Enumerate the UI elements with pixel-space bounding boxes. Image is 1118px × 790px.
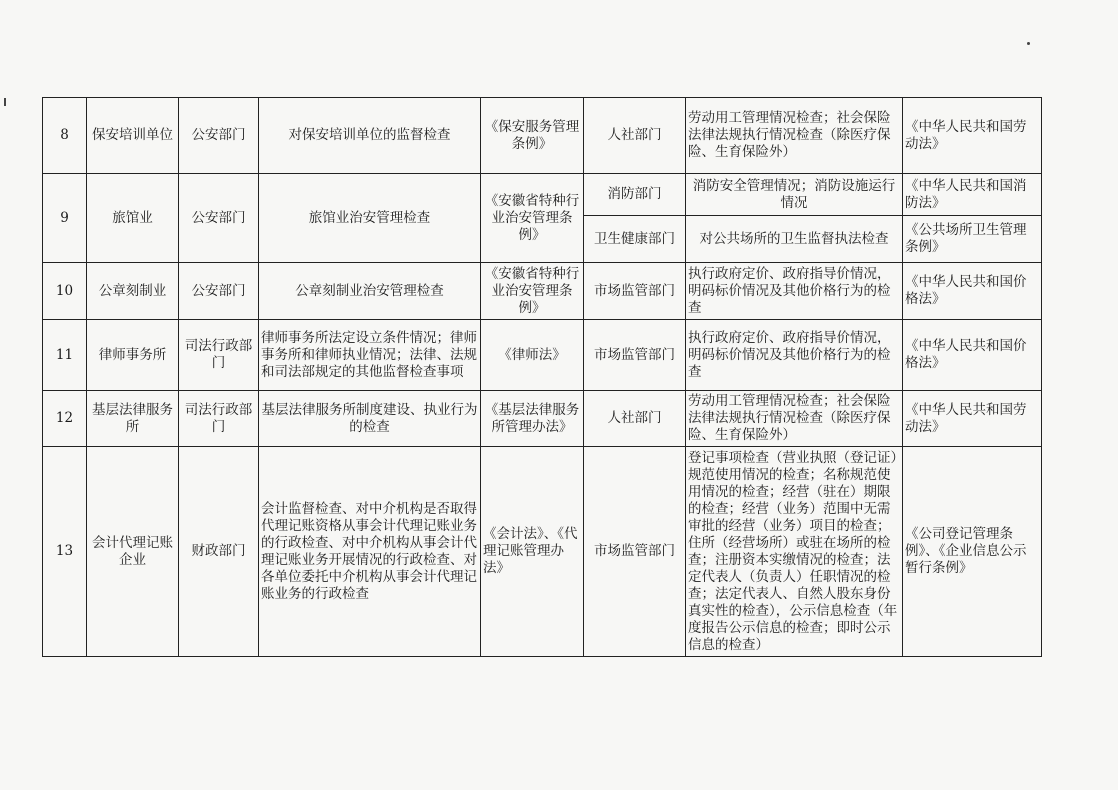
joint-legal-basis: 《公共场所卫生管理条例》 — [903, 216, 1042, 263]
joint-inspection-content: 消防安全管理情况；消防设施运行情况 — [686, 174, 903, 216]
joint-legal-basis: 《中华人民共和国劳动法》 — [903, 391, 1042, 447]
inspected-subject: 旅馆业 — [87, 174, 179, 263]
joint-department: 市场监管部门 — [584, 263, 686, 320]
table-row — [43, 320, 1042, 391]
row-number: 8 — [43, 98, 87, 174]
table-row — [43, 174, 1042, 216]
inspection-content: 会计监督检查、对中介机构是否取得代理记账资格从事会计代理记账业务的行政检查、对中介机构从事会计代理记账业务开展情况的行政检查、对各单位委托中介机构从事会计代理记账业务的行政检查 — [259, 447, 481, 657]
joint-inspection-content: 劳动用工管理情况检查；社会保险法律法规执行情况检查（除医疗保险、生育保险外） — [686, 98, 903, 174]
joint-inspection-content: 执行政府定价、政府指导价情况，明码标价情况及其他价格行为的检查 — [686, 320, 903, 391]
lead-department: 公安部门 — [179, 263, 259, 320]
joint-inspection-content: 劳动用工管理情况检查；社会保险法律法规执行情况检查（除医疗保险、生育保险外） — [686, 391, 903, 447]
lead-department: 公安部门 — [179, 98, 259, 174]
inspection-content: 旅馆业治安管理检查 — [259, 174, 481, 263]
joint-inspection-content: 对公共场所的卫生监督执法检查 — [686, 216, 903, 263]
legal-basis: 《安徽省特种行业治安管理条例》 — [481, 174, 584, 263]
joint-department: 人社部门 — [584, 98, 686, 174]
legal-basis: 《安徽省特种行业治安管理条例》 — [481, 263, 584, 320]
inspection-content: 公章刻制业治安管理检查 — [259, 263, 481, 320]
inspected-subject: 保安培训单位 — [87, 98, 179, 174]
joint-department: 消防部门 — [584, 174, 686, 216]
inspected-subject: 律师事务所 — [87, 320, 179, 391]
row-number: 12 — [43, 391, 87, 447]
lead-department: 司法行政部门 — [179, 391, 259, 447]
inspected-subject: 基层法律服务所 — [87, 391, 179, 447]
scan-edge-mark — [4, 98, 6, 106]
joint-legal-basis: 《中华人民共和国消防法》 — [903, 174, 1042, 216]
joint-legal-basis: 《中华人民共和国价格法》 — [903, 263, 1042, 320]
row-number: 9 — [43, 174, 87, 263]
legal-basis: 《律师法》 — [481, 320, 584, 391]
joint-legal-basis: 《中华人民共和国价格法》 — [903, 320, 1042, 391]
table-row — [43, 447, 1042, 657]
joint-inspection-content: 登记事项检查（营业执照（登记证）规范使用情况的检查；名称规范使用情况的检查；经营（驻在）期限的检查；经营（业务）范围中无需审批的经营（业务）项目的检查；住所（经营场所）或驻在场所的检查；注册资本实缴情况的检查；法定代表人（负责人）任职情况的检查；法定代表人、自然人股东身份真实性的检查），公示信息检查（年度报告公示信息的检查；即时公示信息的检查） — [686, 447, 903, 657]
inspected-subject: 会计代理记账企业 — [87, 447, 179, 657]
inspection-content: 律师事务所法定设立条件情况；律师事务所和律师执业情况；法律、法规和司法部规定的其他监督检查事项 — [259, 320, 481, 391]
scan-speck — [1027, 42, 1030, 45]
joint-legal-basis: 《公司登记管理条例》、《企业信息公示暂行条例》 — [903, 447, 1042, 657]
inspection-content: 基层法律服务所制度建设、执业行为的检查 — [259, 391, 481, 447]
row-number: 13 — [43, 447, 87, 657]
lead-department: 财政部门 — [179, 447, 259, 657]
lead-department: 公安部门 — [179, 174, 259, 263]
table-row — [43, 263, 1042, 320]
legal-basis: 《基层法律服务所管理办法》 — [481, 391, 584, 447]
joint-department: 人社部门 — [584, 391, 686, 447]
legal-basis: 《保安服务管理条例》 — [481, 98, 584, 174]
table-row — [43, 98, 1042, 174]
joint-department: 卫生健康部门 — [584, 216, 686, 263]
joint-department: 市场监管部门 — [584, 320, 686, 391]
inspection-content: 对保安培训单位的监督检查 — [259, 98, 481, 174]
inspected-subject: 公章刻制业 — [87, 263, 179, 320]
table-row — [43, 391, 1042, 447]
joint-inspection-content: 执行政府定价、政府指导价情况，明码标价情况及其他价格行为的检查 — [686, 263, 903, 320]
legal-basis: 《会计法》、《代理记账管理办法》 — [481, 447, 584, 657]
row-number: 11 — [43, 320, 87, 391]
inspection-table — [42, 97, 1042, 657]
lead-department: 司法行政部门 — [179, 320, 259, 391]
row-number: 10 — [43, 263, 87, 320]
joint-legal-basis: 《中华人民共和国劳动法》 — [903, 98, 1042, 174]
joint-department: 市场监管部门 — [584, 447, 686, 657]
